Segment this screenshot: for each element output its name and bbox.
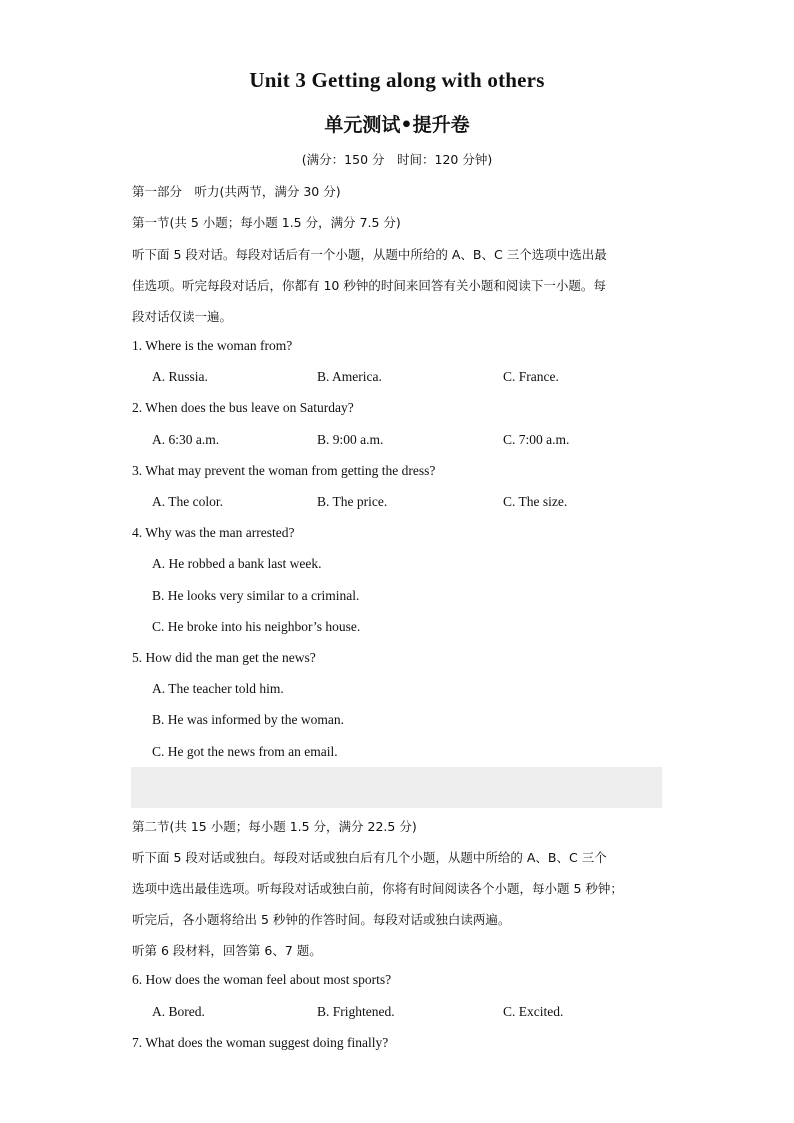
material-note: 听第 6 段材料，回答第 6、7 题。 bbox=[132, 943, 322, 958]
section2-heading: 第二节(共 15 小题；每小题 1.5 分，满分 22.5 分) bbox=[132, 819, 417, 834]
question-3: 3. What may prevent the woman from getting the dress? bbox=[132, 463, 436, 478]
q2-option-a: A. 6:30 a.m. bbox=[152, 432, 220, 447]
q3-option-b: B. The price. bbox=[317, 494, 388, 509]
q2-option-c: C. 7:00 a.m. bbox=[503, 432, 570, 447]
section1-heading: 第一节(共 5 小题；每小题 1.5 分，满分 7.5 分) bbox=[132, 215, 401, 230]
q6-option-b: B. Frightened. bbox=[317, 1004, 395, 1019]
section2-instruction-line: 听完后，各小题将给出 5 秒钟的作答时间。每段对话或独白读两遍。 bbox=[132, 912, 511, 927]
page-title: Unit 3 Getting along with others bbox=[249, 68, 545, 92]
question-6: 6. How does the woman feel about most sports? bbox=[132, 972, 392, 987]
section2-instruction-line: 选项中选出最佳选项。听每段对话或独白前，你将有时间阅读各个小题，每小题 5 秒钟； bbox=[132, 881, 623, 896]
q3-option-a: A. The color. bbox=[152, 494, 223, 509]
question-1: 1. Where is the woman from? bbox=[132, 338, 293, 353]
question-4: 4. Why was the man arrested? bbox=[132, 525, 295, 540]
q4-option-b: B. He looks very similar to a criminal. bbox=[152, 588, 360, 603]
section1-instruction-line: 段对话仅读一遍。 bbox=[132, 309, 233, 324]
q2-option-b: B. 9:00 a.m. bbox=[317, 432, 384, 447]
q3-option-c: C. The size. bbox=[503, 494, 568, 509]
q6-option-a: A. Bored. bbox=[152, 1004, 205, 1019]
question-5: 5. How did the man get the news? bbox=[132, 650, 316, 665]
section1-instruction-line: 佳选项。听完每段对话后，你都有 10 秒钟的时间来回答有关小题和阅读下一小题。每 bbox=[132, 278, 606, 293]
q1-option-a: A. Russia. bbox=[152, 369, 208, 384]
part1-heading: 第一部分 听力(共两节，满分 30 分) bbox=[132, 184, 341, 199]
q1-option-c: C. France. bbox=[503, 369, 559, 384]
section1-instruction-line: 听下面 5 段对话。每段对话后有一个小题，从题中所给的 A、B、C 三个选项中选出最 bbox=[132, 247, 607, 262]
blank-shaded-area bbox=[131, 767, 662, 808]
q4-option-a: A. He robbed a bank last week. bbox=[152, 556, 322, 571]
q5-option-c: C. He got the news from an email. bbox=[152, 744, 338, 759]
question-2: 2. When does the bus leave on Saturday? bbox=[132, 400, 354, 415]
q5-option-b: B. He was informed by the woman. bbox=[152, 712, 344, 727]
q4-option-c: C. He broke into his neighbor’s house. bbox=[152, 619, 361, 634]
section2-instruction-line: 听下面 5 段对话或独白。每段对话或独白后有几个小题，从题中所给的 A、B、C 三个 bbox=[132, 850, 607, 865]
score-time-info: (满分：150 分 时间：120 分钟) bbox=[301, 152, 493, 167]
question-7: 7. What does the woman suggest doing finally? bbox=[132, 1035, 389, 1050]
q6-option-c: C. Excited. bbox=[503, 1004, 564, 1019]
q1-option-b: B. America. bbox=[317, 369, 382, 384]
page-subtitle-cn: 单元测试•提升卷 bbox=[324, 114, 470, 136]
q5-option-a: A. The teacher told him. bbox=[152, 681, 284, 696]
